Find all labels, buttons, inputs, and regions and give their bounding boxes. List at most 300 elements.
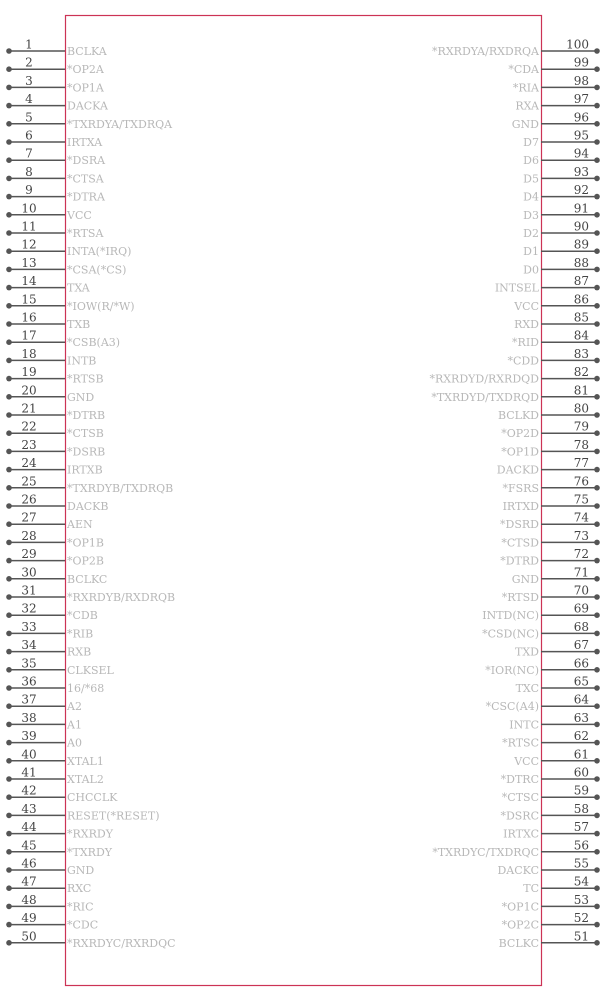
pin-number: 39: [21, 729, 37, 744]
pin-name: AEN: [67, 518, 93, 532]
pin-8: [6, 165, 105, 186]
pin-end-dot: [6, 540, 12, 546]
pin-number: 8: [25, 164, 33, 179]
pin-end-dot: [6, 48, 12, 54]
pin-number: 4: [25, 92, 33, 107]
pin-name: INTC: [509, 718, 539, 732]
pin-end-dot: [6, 794, 12, 800]
pin-39: [6, 729, 82, 750]
pin-name: BCLKD: [497, 409, 539, 422]
pin-34: [6, 638, 91, 659]
pin-number: 84: [573, 328, 589, 343]
pin-number: 95: [573, 128, 589, 143]
pin-name: *RTSB: [67, 372, 104, 386]
pin-name: *OP2D: [501, 427, 539, 441]
pin-end-dot: [594, 703, 600, 709]
pin-end-dot: [594, 885, 600, 891]
pin-end-dot: [594, 503, 600, 509]
pin-number: 47: [21, 874, 37, 889]
pin-6: [6, 129, 103, 150]
pin-name: 16/*68: [67, 682, 105, 695]
pin-end-dot: [6, 321, 12, 327]
pin-name: *OP2A: [67, 63, 104, 77]
pin-name: *CDD: [507, 354, 539, 368]
pin-number: 66: [573, 656, 589, 671]
pin-end-dot: [594, 103, 600, 109]
pin-end-dot: [594, 376, 600, 382]
pin-37: [6, 693, 82, 714]
pin-end-dot: [594, 740, 600, 746]
pin-end-dot: [6, 194, 12, 200]
pin-end-dot: [6, 376, 12, 382]
pin-51: [499, 929, 600, 950]
pin-number: 80: [573, 401, 589, 416]
pin-name: D2: [523, 227, 539, 240]
pin-number: 17: [21, 328, 37, 343]
pin-end-dot: [594, 558, 600, 564]
pin-number: 12: [21, 237, 37, 252]
pin-end-dot: [594, 48, 600, 54]
pin-number: 16: [21, 310, 37, 325]
pin-name: *OP1A: [67, 81, 104, 95]
pin-end-dot: [6, 503, 12, 509]
pin-name: *TXRDYA/TXDRQA: [67, 117, 173, 131]
pin-10: [6, 201, 92, 222]
pin-number: 87: [573, 274, 589, 289]
pin-number: 73: [573, 528, 589, 543]
pin-end-dot: [594, 358, 600, 364]
pin-name: TC: [523, 882, 539, 896]
pin-end-dot: [6, 904, 12, 910]
pin-end-dot: [6, 394, 12, 400]
pin-end-dot: [6, 576, 12, 582]
pin-name: *DSRD: [500, 518, 539, 532]
pin-2: [6, 56, 105, 77]
pin-end-dot: [594, 576, 600, 582]
pin-number: 28: [21, 528, 37, 543]
pin-14: [6, 274, 91, 295]
pin-end-dot: [6, 703, 12, 709]
pin-number: 46: [21, 856, 37, 871]
pin-name: *RIC: [67, 900, 94, 914]
pin-end-dot: [6, 558, 12, 564]
pin-name: *OP2B: [67, 554, 105, 568]
pin-name: *DSRB: [67, 445, 106, 459]
pin-name: *CDC: [67, 918, 99, 932]
pin-end-dot: [6, 449, 12, 455]
pin-number: 90: [573, 219, 589, 234]
pin-end-dot: [594, 722, 600, 728]
pin-48: [6, 893, 93, 914]
pin-end-dot: [594, 867, 600, 873]
pin-name: *DTRC: [500, 773, 539, 786]
pin-end-dot: [594, 685, 600, 691]
pin-end-dot: [6, 157, 12, 163]
pin-number: 83: [573, 346, 589, 361]
pin-name: INTA(*IRQ): [67, 245, 132, 259]
pin-end-dot: [594, 212, 600, 218]
pin-end-dot: [594, 831, 600, 837]
pin-number: 61: [573, 747, 589, 762]
pin-name: *CTSC: [501, 791, 539, 805]
pin-name: VCC: [514, 754, 539, 768]
pin-end-dot: [594, 267, 600, 273]
pin-end-dot: [594, 321, 600, 327]
pin-number: 3: [25, 73, 33, 88]
pin-end-dot: [594, 794, 600, 800]
pin-number: 5: [25, 110, 33, 125]
pin-name: *OP2C: [501, 918, 539, 932]
pin-number: 26: [21, 492, 37, 507]
pin-number: 52: [573, 911, 589, 926]
pin-end-dot: [594, 430, 600, 436]
pin-name: RXC: [67, 882, 92, 896]
pin-number: 64: [573, 692, 589, 707]
pin-name: A0: [67, 736, 82, 750]
pin-end-dot: [594, 194, 600, 200]
pin-number: 51: [573, 929, 589, 944]
pin-7: [6, 147, 106, 168]
pin-name: A2: [67, 700, 82, 714]
pin-name: RXD: [514, 318, 539, 331]
pin-end-dot: [6, 631, 12, 637]
pin-number: 50: [21, 929, 37, 944]
pin-name: BCLKA: [67, 45, 107, 58]
pin-number: 19: [21, 365, 37, 380]
pin-name: RXB: [67, 645, 92, 659]
pin-end-dot: [6, 831, 12, 837]
pin-number: 68: [573, 619, 589, 634]
pin-name: *TXRDY: [67, 845, 113, 859]
pin-name: *CSD(NC): [482, 627, 539, 641]
pin-name: D1: [523, 245, 539, 259]
pin-end-dot: [6, 885, 12, 891]
pin-name: D5: [523, 172, 539, 186]
pin-number: 96: [573, 110, 589, 125]
pin-32: [6, 602, 98, 623]
pin-20: [6, 383, 94, 404]
pin-end-dot: [594, 612, 600, 618]
pin-number: 71: [573, 565, 589, 580]
pin-name: *DTRD: [500, 554, 539, 568]
pin-number: 91: [573, 201, 589, 216]
pin-end-dot: [6, 667, 12, 673]
pin-16: [6, 311, 90, 332]
pin-end-dot: [594, 139, 600, 145]
pin-name: *RIA: [512, 81, 539, 95]
pin-end-dot: [6, 521, 12, 527]
pin-number: 98: [573, 73, 589, 88]
pin-name: DACKB: [67, 500, 109, 513]
pin-end-dot: [6, 940, 12, 946]
pin-number: 6: [25, 128, 33, 143]
pin-end-dot: [594, 394, 600, 400]
pin-number: 1: [25, 37, 33, 52]
pin-end-dot: [6, 139, 12, 145]
pin-name: *RTSC: [502, 736, 539, 750]
pin-number: 92: [573, 183, 589, 198]
pin-number: 49: [21, 911, 37, 926]
pin-name: *RXRDYC/RXRDQC: [67, 936, 176, 950]
pin-18: [6, 347, 96, 368]
pin-name: *FSRS: [502, 481, 539, 495]
pin-number: 22: [21, 419, 37, 434]
pin-number: 97: [573, 92, 589, 107]
pin-end-dot: [6, 612, 12, 618]
pin-number: 15: [21, 292, 37, 307]
pin-name: CLKSEL: [67, 663, 114, 677]
pin-number: 94: [573, 146, 589, 161]
pin-name: IRTXA: [67, 136, 103, 149]
pin-end-dot: [6, 485, 12, 491]
pin-end-dot: [6, 758, 12, 764]
pin-end-dot: [6, 685, 12, 691]
pin-end-dot: [6, 85, 12, 91]
pin-end-dot: [594, 121, 600, 127]
pin-number: 82: [573, 365, 589, 380]
pin-number: 38: [21, 710, 37, 725]
pin-name: *TXRDYB/TXDRQB: [67, 481, 174, 495]
pin-name: *TXRDYD/TXDRQD: [431, 390, 539, 404]
pin-name: GND: [511, 572, 539, 586]
pin-number: 86: [573, 292, 589, 307]
pin-name: *DTRB: [67, 409, 106, 422]
pin-name: *OP1C: [501, 900, 539, 914]
pin-end-dot: [6, 339, 12, 345]
pin-number: 57: [573, 820, 589, 835]
pin-number: 40: [21, 747, 37, 762]
pin-name: *RXRDYD/RXRDQD: [429, 372, 539, 386]
pin-number: 45: [21, 838, 37, 853]
pin-end-dot: [594, 540, 600, 546]
pin-end-dot: [594, 449, 600, 455]
right-pin-column: [429, 38, 599, 950]
pin-end-dot: [594, 412, 600, 418]
pin-end-dot: [6, 358, 12, 364]
pin-number: 81: [573, 383, 589, 398]
pin-number: 14: [21, 274, 37, 289]
pin-end-dot: [6, 922, 12, 928]
pin-number: 41: [21, 765, 37, 780]
pin-end-dot: [594, 521, 600, 527]
pin-27: [6, 511, 93, 532]
pin-4: [6, 92, 109, 113]
pin-number: 54: [573, 874, 589, 889]
pin-number: 58: [573, 801, 589, 816]
pin-end-dot: [6, 649, 12, 655]
pin-name: *DSRC: [500, 809, 539, 823]
pin-name: D3: [523, 208, 539, 222]
pin-number: 76: [573, 474, 589, 489]
pin-number: 29: [21, 547, 37, 562]
pin-end-dot: [6, 285, 12, 291]
pin-end-dot: [6, 430, 12, 436]
pin-number: 18: [21, 346, 37, 361]
pin-end-dot: [6, 849, 12, 855]
pin-end-dot: [6, 267, 12, 273]
pin-number: 65: [573, 674, 589, 689]
pin-end-dot: [594, 303, 600, 309]
pin-end-dot: [6, 867, 12, 873]
pin-end-dot: [594, 176, 600, 182]
left-pin-column: [6, 38, 175, 950]
pin-number: 60: [573, 765, 589, 780]
pin-name: GND: [67, 864, 95, 877]
pin-name: *OP1B: [67, 536, 105, 550]
pin-number: 69: [573, 601, 589, 616]
pin-name: *CSB(A3): [67, 336, 121, 350]
pin-number: 78: [573, 437, 589, 452]
pin-name: *RID: [512, 336, 539, 350]
pin-number: 10: [21, 201, 37, 216]
pin-46: [6, 857, 94, 878]
pin-number: 21: [21, 401, 37, 416]
pin-end-dot: [6, 248, 12, 254]
pin-name: *RTSA: [67, 227, 104, 240]
pin-name: *RIB: [67, 627, 94, 641]
pin-name: *DTRA: [67, 190, 105, 204]
pin-name: TXD: [515, 645, 539, 659]
pin-name: VCC: [514, 299, 539, 313]
pin-number: 2: [25, 55, 33, 70]
pin-33: [6, 620, 93, 641]
pin-name: *RTSD: [501, 591, 539, 604]
pin-end-dot: [594, 631, 600, 637]
pin-number: 27: [21, 510, 37, 525]
pin-end-dot: [594, 904, 600, 910]
pin-name: *CDA: [508, 63, 539, 77]
pin-end-dot: [594, 667, 600, 673]
pin-name: D7: [523, 136, 539, 149]
pin-name: *CTSB: [67, 427, 104, 441]
pin-end-dot: [6, 467, 12, 473]
pin-name: *TXRDYC/TXDRQC: [432, 845, 539, 859]
pin-end-dot: [594, 758, 600, 764]
pin-end-dot: [594, 649, 600, 655]
pin-end-dot: [594, 849, 600, 855]
pin-name: INTB: [67, 354, 97, 368]
pin-end-dot: [6, 212, 12, 218]
pin-end-dot: [6, 121, 12, 127]
pin-end-dot: [6, 740, 12, 746]
pin-end-dot: [6, 722, 12, 728]
pin-name: DACKD: [496, 463, 539, 477]
pin-name: RXA: [515, 99, 539, 113]
pin-1: [6, 38, 108, 59]
pin-number: 79: [573, 419, 589, 434]
pin-end-dot: [594, 157, 600, 163]
pin-name: D0: [523, 263, 539, 277]
pin-number: 23: [21, 437, 37, 452]
pin-name: DACKA: [67, 99, 108, 113]
pin-end-dot: [6, 103, 12, 109]
pin-name: *CDB: [67, 609, 98, 623]
pin-number: 7: [25, 146, 33, 161]
pin-number: 44: [21, 820, 37, 835]
pin-number: 34: [21, 638, 37, 653]
pin-3: [6, 74, 105, 95]
pin-name: CHCCLK: [67, 791, 118, 805]
pin-name: *DSRA: [67, 154, 106, 168]
pin-end-dot: [594, 85, 600, 91]
pin-number: 56: [573, 838, 589, 853]
pin-end-dot: [6, 176, 12, 182]
pin-end-dot: [594, 66, 600, 72]
pin-name: XTAL1: [67, 754, 104, 768]
pin-name: RESET(*RESET): [67, 809, 160, 823]
pin-name: TXB: [67, 318, 91, 331]
pin-name: *CTSA: [67, 172, 104, 186]
pin-name: IRTXD: [502, 500, 539, 513]
pin-end-dot: [594, 285, 600, 291]
pin-name: BCLKC: [498, 936, 539, 950]
pin-number: 42: [21, 783, 37, 798]
pin-end-dot: [6, 594, 12, 600]
pin-end-dot: [6, 412, 12, 418]
pin-number: 9: [25, 183, 33, 198]
pin-end-dot: [594, 230, 600, 236]
pin-end-dot: [6, 303, 12, 309]
pin-number: 59: [573, 783, 589, 798]
pin-end-dot: [594, 248, 600, 254]
pin-number: 100: [566, 37, 589, 52]
pin-name: *IOR(NC): [485, 663, 539, 677]
pin-name: D4: [523, 190, 539, 204]
pin-number: 77: [573, 456, 589, 471]
pin-47: [6, 875, 91, 896]
pin-number: 30: [21, 565, 37, 580]
pin-number: 99: [573, 55, 589, 70]
pin-number: 20: [21, 383, 37, 398]
pin-name: *RXRDYA/RXDRQA: [432, 45, 539, 58]
pin-end-dot: [594, 776, 600, 782]
pin-number: 55: [573, 856, 589, 871]
pin-number: 48: [21, 892, 37, 907]
pin-name: *CSC(A4): [485, 700, 539, 714]
pin-name: *CTSD: [501, 536, 539, 550]
pin-name: *RXRDY: [67, 827, 113, 841]
pin-end-dot: [594, 485, 600, 491]
pin-name: TXC: [515, 682, 539, 695]
pin-number: 35: [21, 656, 37, 671]
pin-49: [6, 911, 98, 932]
pin-number: 93: [573, 164, 589, 179]
pin-end-dot: [594, 467, 600, 473]
pin-name: D6: [523, 154, 539, 168]
pin-end-dot: [6, 230, 12, 236]
pin-end-dot: [6, 776, 12, 782]
pin-number: 11: [21, 219, 37, 234]
pin-name: BCLKC: [67, 572, 108, 586]
pin-name: INTSEL: [494, 281, 539, 295]
pin-end-dot: [594, 940, 600, 946]
pin-number: 67: [573, 638, 589, 653]
pin-number: 36: [21, 674, 37, 689]
pin-number: 74: [573, 510, 589, 525]
pin-number: 43: [21, 801, 37, 816]
pin-name: TXA: [67, 281, 90, 295]
pin-end-dot: [6, 813, 12, 819]
pin-name: INTD(NC): [482, 609, 539, 623]
pin-end-dot: [6, 66, 12, 72]
pin-name: *CSA(*CS): [67, 263, 127, 277]
pin-number: 25: [21, 474, 37, 489]
pin-end-dot: [594, 813, 600, 819]
pin-name: DACKC: [497, 864, 539, 877]
pin-end-dot: [594, 594, 600, 600]
pin-number: 88: [573, 255, 589, 270]
pin-number: 13: [21, 255, 37, 270]
